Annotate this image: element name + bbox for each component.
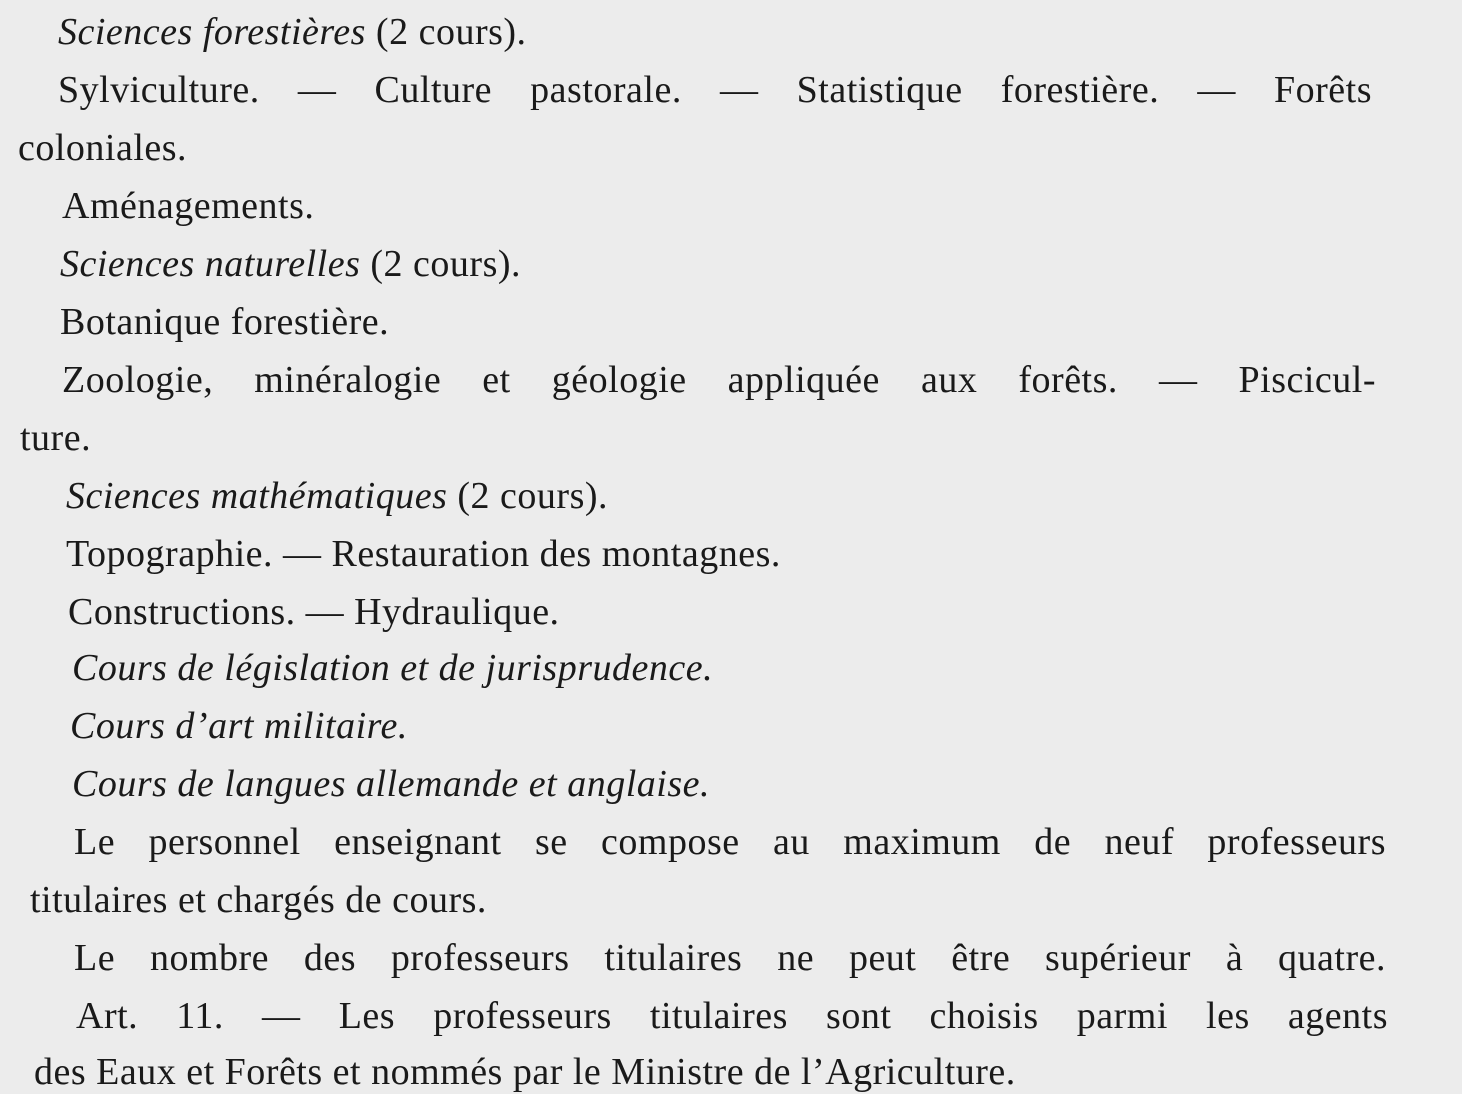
paragraph-line xyxy=(30,878,487,922)
paragraph-line xyxy=(18,126,187,170)
heading-italic: Sciences mathématiques xyxy=(66,475,448,517)
paragraph-line xyxy=(76,994,1388,1038)
paragraph-text: Topographie. — Restauration des montagnes. xyxy=(66,533,781,575)
paragraph-line xyxy=(20,416,91,460)
paragraph-text: Sylviculture. — Culture pastorale. — Statistique forestière. — Forêts xyxy=(58,69,1372,111)
paragraph-text: ture. xyxy=(20,417,92,459)
heading-italic: Cours d’art militaire. xyxy=(70,705,408,747)
paragraph-text: Botanique forestière. xyxy=(60,301,390,343)
paragraph-line xyxy=(68,590,560,634)
paragraph-line xyxy=(74,820,1386,864)
heading-sciences-mathematiques xyxy=(66,474,608,518)
paragraph-line xyxy=(34,1050,1016,1094)
paragraph-line xyxy=(60,300,389,344)
heading-count: (2 cours). xyxy=(360,243,522,285)
paragraph-text: Constructions. — Hydraulique. xyxy=(68,591,560,633)
paragraph-text: Aménagements. xyxy=(62,185,315,227)
heading-cours-langues xyxy=(72,762,710,806)
paragraph-line xyxy=(62,184,314,228)
paragraph-text: Zoologie, minéralogie et géologie appliquée aux forêts. — Piscicul- xyxy=(62,359,1376,401)
paragraph-line xyxy=(66,532,781,576)
heading-cours-art-militaire xyxy=(70,704,408,748)
paragraph-text: Le nombre des professeurs titulaires ne peut être supérieur à quatre. xyxy=(74,937,1386,979)
paragraph-line xyxy=(62,358,1376,402)
paragraph-text: des Eaux et Forêts et nommés par le Ministre de l’Agriculture. xyxy=(34,1051,1016,1093)
heading-count: (2 cours). xyxy=(365,11,527,53)
heading-sciences-forestieres xyxy=(58,10,527,54)
paragraph-text: coloniales. xyxy=(18,127,188,169)
heading-italic: Cours de langues allemande et anglaise. xyxy=(72,763,710,805)
paragraph-line xyxy=(58,68,1372,112)
paragraph-text: titulaires et chargés de cours. xyxy=(30,879,487,921)
heading-italic: Sciences naturelles xyxy=(60,243,361,285)
heading-cours-legislation xyxy=(72,646,713,690)
heading-italic: Cours de législation et de jurisprudence. xyxy=(72,647,714,689)
heading-sciences-naturelles xyxy=(60,242,521,286)
heading-italic: Sciences forestières xyxy=(58,11,366,53)
paragraph-text: Le personnel enseignant se compose au maximum de neuf professeurs xyxy=(74,821,1386,863)
heading-count: (2 cours). xyxy=(447,475,609,517)
paragraph-text: Art. 11. — Les professeurs titulaires sont choisis parmi les agents xyxy=(76,995,1388,1037)
paragraph-line xyxy=(74,936,1386,980)
